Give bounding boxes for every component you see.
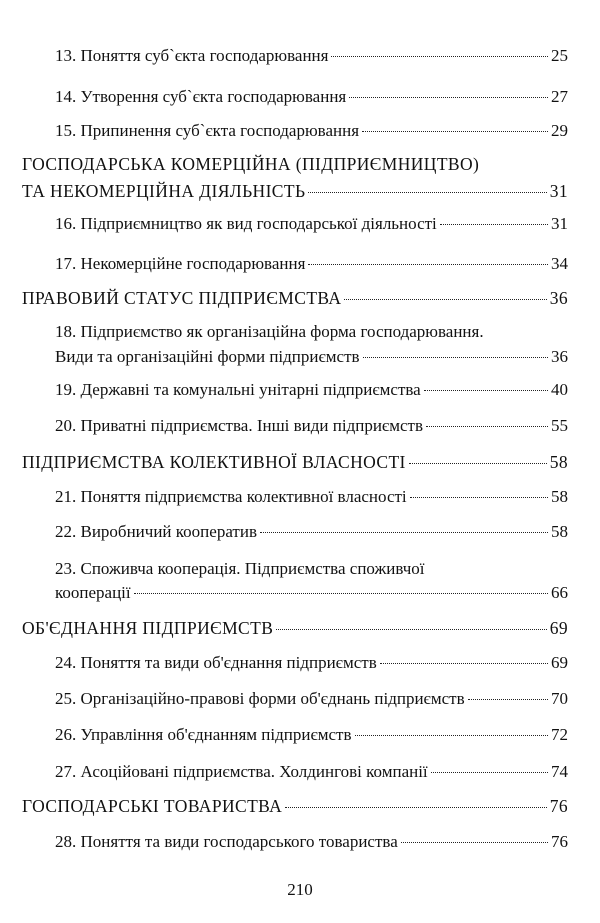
toc-entry-label: 17. Некомерційне господарювання bbox=[55, 254, 306, 273]
dot-leader bbox=[410, 497, 548, 498]
toc-entry-label: 26. Управління об'єднанням підприємств bbox=[55, 725, 352, 744]
dot-leader bbox=[468, 699, 548, 700]
dot-leader bbox=[424, 390, 548, 391]
toc-entry-page: 66 bbox=[551, 583, 568, 602]
toc-section[interactable] bbox=[22, 796, 568, 816]
toc-entry-label: 16. Підприємництво як вид господарської діяльності bbox=[55, 214, 437, 233]
toc-section-label: ПРАВОВИЙ СТАТУС ПІДПРИЄМСТВА bbox=[22, 288, 342, 308]
toc-entry[interactable] bbox=[55, 762, 568, 782]
dot-leader bbox=[349, 97, 548, 98]
toc-entry[interactable] bbox=[55, 416, 568, 436]
toc-entry-page: 27 bbox=[551, 87, 568, 106]
toc-section[interactable] bbox=[22, 452, 568, 472]
toc-entry[interactable] bbox=[55, 653, 568, 673]
toc-entry-page: 29 bbox=[551, 121, 568, 140]
toc-entry-label: 14. Утворення суб`єкта господарювання bbox=[55, 87, 347, 106]
toc-entry[interactable] bbox=[55, 380, 568, 400]
toc-entry[interactable] bbox=[55, 347, 568, 367]
toc-entry-page: 74 bbox=[551, 762, 568, 781]
toc-entry-page: 40 bbox=[551, 380, 568, 399]
dot-leader bbox=[276, 629, 546, 630]
page-number: 210 bbox=[287, 880, 313, 899]
toc-entry-label: Види та організаційні форми підприємств bbox=[55, 347, 360, 366]
toc-entry[interactable] bbox=[55, 121, 568, 141]
toc-entry-page: 72 bbox=[551, 725, 568, 744]
dot-leader bbox=[331, 56, 548, 57]
toc-entry[interactable] bbox=[55, 832, 568, 852]
toc-entry-page: 36 bbox=[551, 347, 568, 366]
toc-entry-page: 58 bbox=[551, 522, 568, 541]
dot-leader bbox=[426, 426, 548, 427]
toc-section[interactable] bbox=[22, 618, 568, 638]
toc-entry-page: 58 bbox=[551, 487, 568, 506]
toc-entry-label: 27. Асоційовані підприємства. Холдингові компанії bbox=[55, 762, 428, 781]
toc-entry-page: 25 bbox=[551, 46, 568, 65]
toc-section-label-line1: ГОСПОДАРСЬКА КОМЕРЦІЙНА (ПІДПРИЄМНИЦТВО) bbox=[22, 154, 480, 174]
toc-entry-label: 15. Припинення суб`єкта господарювання bbox=[55, 121, 360, 140]
toc-entry-line1 bbox=[55, 322, 568, 342]
toc-entry[interactable] bbox=[55, 87, 568, 107]
toc-section-label: ПІДПРИЄМСТВА КОЛЕКТИВНОЇ ВЛАСНОСТІ bbox=[22, 452, 406, 472]
toc-entry[interactable] bbox=[55, 689, 568, 709]
toc-entry-label: 20. Приватні підприємства. Інші види підприємств bbox=[55, 416, 423, 435]
dot-leader bbox=[134, 593, 548, 594]
dot-leader bbox=[260, 532, 548, 533]
toc-entry-label: 21. Поняття підприємства колективної власності bbox=[55, 487, 407, 506]
dot-leader bbox=[380, 663, 548, 664]
toc-entry-page: 55 bbox=[551, 416, 568, 435]
toc-section-line1 bbox=[22, 154, 568, 174]
dot-leader bbox=[362, 131, 548, 132]
toc-entry-label-line1: 18. Підприємство як організаційна форма господарювання. bbox=[55, 322, 484, 341]
toc-section-label: ОБ'ЄДНАННЯ ПІДПРИЄМСТВ bbox=[22, 618, 274, 638]
toc-section[interactable] bbox=[22, 288, 568, 308]
dot-leader bbox=[431, 772, 548, 773]
toc-section-label: ГОСПОДАРСЬКІ ТОВАРИСТВА bbox=[22, 796, 283, 816]
toc-entry-label: 24. Поняття та види об'єднання підприємств bbox=[55, 653, 377, 672]
toc-entry-page: 34 bbox=[551, 254, 568, 273]
toc-entry-page: 76 bbox=[551, 832, 568, 851]
toc-entry[interactable] bbox=[55, 725, 568, 745]
toc-entry-page: 31 bbox=[551, 214, 568, 233]
toc-entry-page: 31 bbox=[549, 181, 568, 201]
dot-leader bbox=[363, 357, 548, 358]
toc-entry-page: 70 bbox=[551, 689, 568, 708]
dot-leader bbox=[401, 842, 548, 843]
toc-entry[interactable] bbox=[55, 522, 568, 542]
toc-section-label: ТА НЕКОМЕРЦІЙНА ДІЯЛЬНІСТЬ bbox=[22, 181, 306, 201]
toc-entry-page: 69 bbox=[549, 618, 568, 638]
toc-entry-page: 69 bbox=[551, 653, 568, 672]
dot-leader bbox=[285, 807, 547, 808]
toc-entry[interactable] bbox=[55, 583, 568, 603]
toc-entry[interactable] bbox=[55, 214, 568, 234]
toc-entry-page: 58 bbox=[549, 452, 568, 472]
toc-entry[interactable] bbox=[55, 254, 568, 274]
toc-entry[interactable] bbox=[55, 487, 568, 507]
toc-entry-label: 22. Виробничий кооператив bbox=[55, 522, 257, 541]
toc-entry-label-line1: 23. Споживча кооперація. Підприємства споживчої bbox=[55, 559, 425, 578]
dot-leader bbox=[440, 224, 548, 225]
dot-leader bbox=[355, 735, 548, 736]
toc-entry-label: 19. Державні та комунальні унітарні підприємства bbox=[55, 380, 421, 399]
toc-entry-label: кооперації bbox=[55, 583, 131, 602]
dot-leader bbox=[308, 264, 548, 265]
toc-entry[interactable] bbox=[55, 46, 568, 66]
dot-leader bbox=[308, 192, 546, 193]
toc-entry-line1 bbox=[55, 559, 568, 579]
dot-leader bbox=[344, 299, 546, 300]
toc-entry-label: 25. Організаційно-правові форми об'єднань підприємств bbox=[55, 689, 465, 708]
toc-entry-page: 76 bbox=[549, 796, 568, 816]
toc-entry-label: 13. Поняття суб`єкта господарювання bbox=[55, 46, 329, 65]
dot-leader bbox=[409, 463, 547, 464]
toc-entry-label: 28. Поняття та види господарського товариства bbox=[55, 832, 398, 851]
toc-section[interactable] bbox=[22, 181, 568, 201]
toc-entry-page: 36 bbox=[549, 288, 568, 308]
